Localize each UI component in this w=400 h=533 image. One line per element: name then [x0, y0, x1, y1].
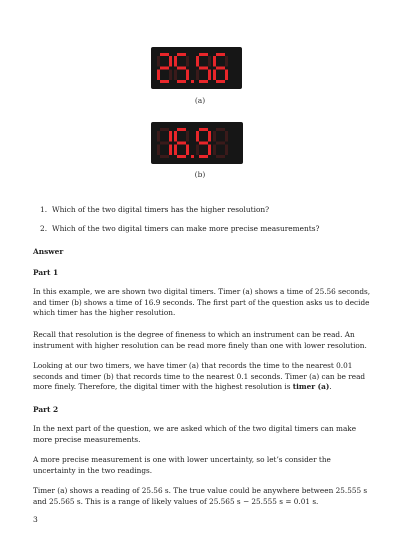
question-list [40, 205, 370, 243]
segment-f [157, 56, 160, 67]
segment-g [177, 142, 186, 145]
segment-a [160, 53, 169, 56]
part2-paragraph-1: In the next part of the question, we are asked which of the two digital timers can make more precise measurements. [33, 424, 357, 444]
segment-e [157, 145, 160, 156]
question-number: 1. [40, 205, 48, 214]
segment-e [196, 145, 199, 156]
part1-paragraph-2: Recall that resolution is the degree of fineness to which an instrument can be read. An instrument with higher resolution can be read more finely than one with lower resolution. [33, 330, 367, 350]
segment-d [199, 155, 208, 158]
part2-paragraph-3: Timer (a) shows a reading of 25.56 s. The true value could be anywhere between 25.555 s and 25.565 s. This is a range of likely values of 25.565 s − 25.555 s = 0.01 s. [33, 486, 368, 506]
segment-d [177, 80, 186, 83]
segment-e [174, 70, 177, 81]
segment-f [174, 56, 177, 67]
segment-b [169, 56, 172, 67]
question-text: Which of the two digital timers can make more precise measurements? [52, 224, 320, 233]
segment-f [174, 131, 177, 142]
part1-paragraph-3 [33, 361, 373, 393]
segment-c [169, 70, 172, 81]
question-item [40, 224, 370, 234]
timer-b-caption: (b) [194, 170, 206, 179]
part1-paragraph-1: In this example, we are shown two digital timers. Timer (a) shows a time of 25.56 seconds, and timer (b) shows a time of 16.9 seconds. The first part of the question asks us to decide which timer has the higher resolution. [33, 287, 371, 318]
part1-paragraph-3-text: Looking at our two timers, we have timer (a) that records the time to the nearest 0.01 seconds and timer (b) that records time to the nearest 0.1 seconds. Timer (a) can be read more finely. Therefore, the digital timer with the highest resolution is [33, 361, 366, 392]
segment-e [213, 70, 216, 81]
timer-a-display [155, 51, 239, 85]
part1-heading: Part 1 [33, 268, 59, 277]
segment-g [216, 142, 225, 145]
timer-b-display [155, 126, 239, 160]
segment-b [186, 131, 189, 142]
segment-c [225, 70, 228, 81]
segment-b [225, 56, 228, 67]
segment-b [208, 56, 211, 67]
segment-a [216, 53, 225, 56]
segment-b [186, 56, 189, 67]
segment-d [160, 155, 169, 158]
segment-d [216, 155, 225, 158]
question-number: 2. [40, 224, 48, 233]
segment-c [208, 70, 211, 81]
segment-e [213, 145, 216, 156]
segment-f [196, 131, 199, 142]
segment-g [216, 67, 225, 70]
segment-d [160, 80, 169, 83]
decimal-point [191, 155, 194, 158]
segment-g [199, 142, 208, 145]
segment-e [174, 145, 177, 156]
page-number: 3 [33, 515, 38, 524]
segment-e [196, 70, 199, 81]
segment-g [199, 67, 208, 70]
segment-a [160, 128, 169, 131]
segment-g [177, 67, 186, 70]
part1-paragraph-3-end: . [329, 382, 332, 392]
digital-timer-a [151, 47, 242, 89]
segment-g [160, 142, 169, 145]
part2-heading: Part 2 [33, 405, 59, 414]
segment-g [160, 67, 169, 70]
segment-d [216, 80, 225, 83]
answer-heading: Answer [33, 247, 64, 256]
part2-paragraph-2: A more precise measurement is one with lower uncertainty, so let’s consider the uncertainty in the two readings. [33, 455, 331, 475]
digital-timer-b [151, 122, 243, 164]
segment-a [199, 128, 208, 131]
part1-answer-bold: timer (a) [292, 382, 330, 392]
segment-f [213, 131, 216, 142]
segment-e [157, 70, 160, 81]
segment-a [199, 53, 208, 56]
segment-f [196, 56, 199, 67]
segment-c [186, 145, 189, 156]
segment-c [186, 70, 189, 81]
segment-c [208, 145, 211, 156]
segment-a [177, 53, 186, 56]
segment-d [199, 80, 208, 83]
segment-c [169, 145, 172, 156]
question-item [40, 205, 370, 215]
segment-b [225, 131, 228, 142]
decimal-point [191, 80, 194, 83]
segment-f [157, 131, 160, 142]
segment-c [225, 145, 228, 156]
segment-a [177, 128, 186, 131]
timer-a-caption: (a) [194, 96, 206, 105]
question-text: Which of the two digital timers has the higher resolution? [52, 205, 270, 214]
segment-d [177, 155, 186, 158]
segment-b [208, 131, 211, 142]
segment-b [169, 131, 172, 142]
segment-f [213, 56, 216, 67]
segment-a [216, 128, 225, 131]
